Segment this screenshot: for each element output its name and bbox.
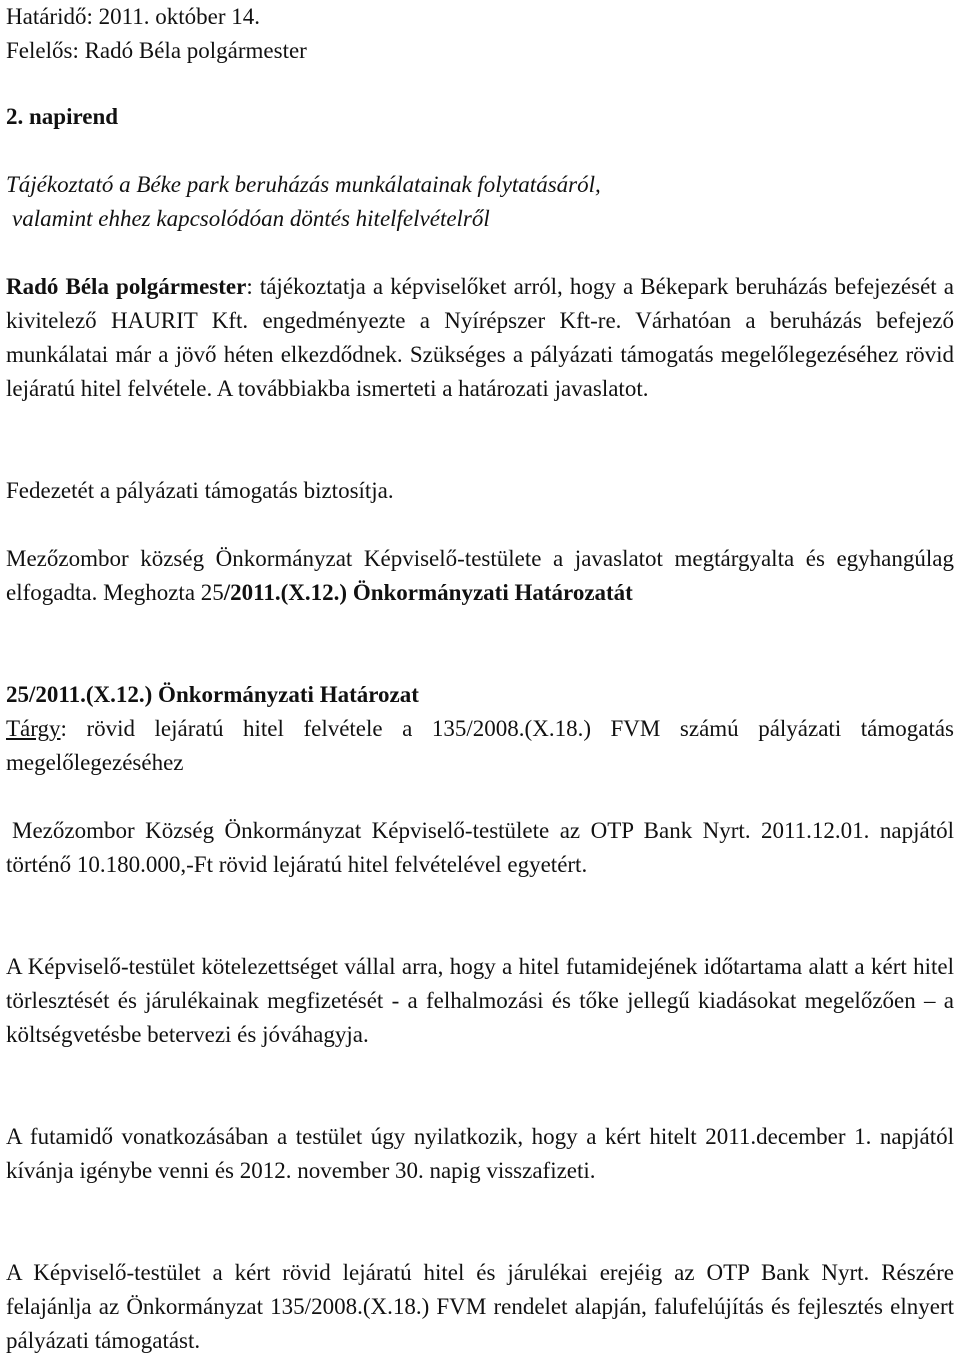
resolution-paragraph-4: A Képviselő-testület a kért rövid lejáratú hitel és járulékai erejéig az OTP Bank Nyrt. Részére felajánlja az Önkormányzat 135/2008.(X.18.) FVM rendelet alapján, falufelújítás és fejlesztés elnyert pályázati támogatást. [6,1260,954,1353]
adoption-resolution-ref: /2011.(X.12.) Önkormányzati Határozatát [223,580,633,605]
resolution-title: 25/2011.(X.12.) Önkormányzati Határozat [6,682,419,707]
funding-note: Fedezetét a pályázati támogatás biztosítja. [6,478,394,503]
mayor-report-text: : tájékoztatja a képviselőket arról, hogy a Békepark beruházás befejezését a kivitelező HAURIT Kft. engedményezte a Nyírépszer Kft-re. Várhatóan a beruházás befejező munkálatai már a jövő héten elkezdődnek. Szükséges a pályázati támogatás megelőlegezéséhez rövid lejáratú hitel felvétele. A továbbiakba ismerteti a határozati javaslatot. [6,274,954,401]
subject-label: Tárgy [6,716,61,741]
agenda-number: 2. napirend [6,104,119,129]
resolution-subject [6,712,954,780]
mayor-report-paragraph [6,270,954,406]
resolution-paragraph-1: Mezőzombor Község Önkormányzat Képviselő-testülete az OTP Bank Nyrt. 2011.12.01. napjától történő 10.180.000,-Ft rövid lejáratú hitel felvételével egyetért. [6,818,954,877]
resolution-paragraph-3: A futamidő vonatkozásában a testület úgy nyilatkozik, hogy a kért hitelt 2011.december 1. napjától kívánja igénybe venni és 2012. november 30. napig visszafizeti. [6,1124,954,1183]
agenda-title-line-2: valamint ehhez kapcsolódóan döntés hitelfelvételről [12,206,490,231]
adoption-paragraph [6,542,954,610]
responsible-line: Felelős: Radó Béla polgármester [6,38,307,63]
deadline-line: Határidő: 2011. október 14. [6,4,261,29]
adoption-text: Mezőzombor község Önkormányzat Képviselő-testülete a javaslatot megtárgyalta és egyhangúlag elfogadta. Meghozta 25 [6,546,954,605]
agenda-title-line-1: Tájékoztató a Béke park beruházás munkálatainak folytatásáról, [6,172,601,197]
resolution-paragraph-2: A Képviselő-testület kötelezettséget vállal arra, hogy a hitel futamidejének időtartama alatt a kért hitel törlesztését és járulékainak megfizetését - a felhalmozási és tőke jellegű kiadásokat megelőzően – a költségvetésbe betervezi és jóváhagyja. [6,954,954,1047]
subject-text: : rövid lejáratú hitel felvétele a 135/2008.(X.18.) FVM számú pályázati támogatás megelőlegezéséhez [6,716,954,775]
speaker-name: Radó Béla polgármester [6,274,247,299]
